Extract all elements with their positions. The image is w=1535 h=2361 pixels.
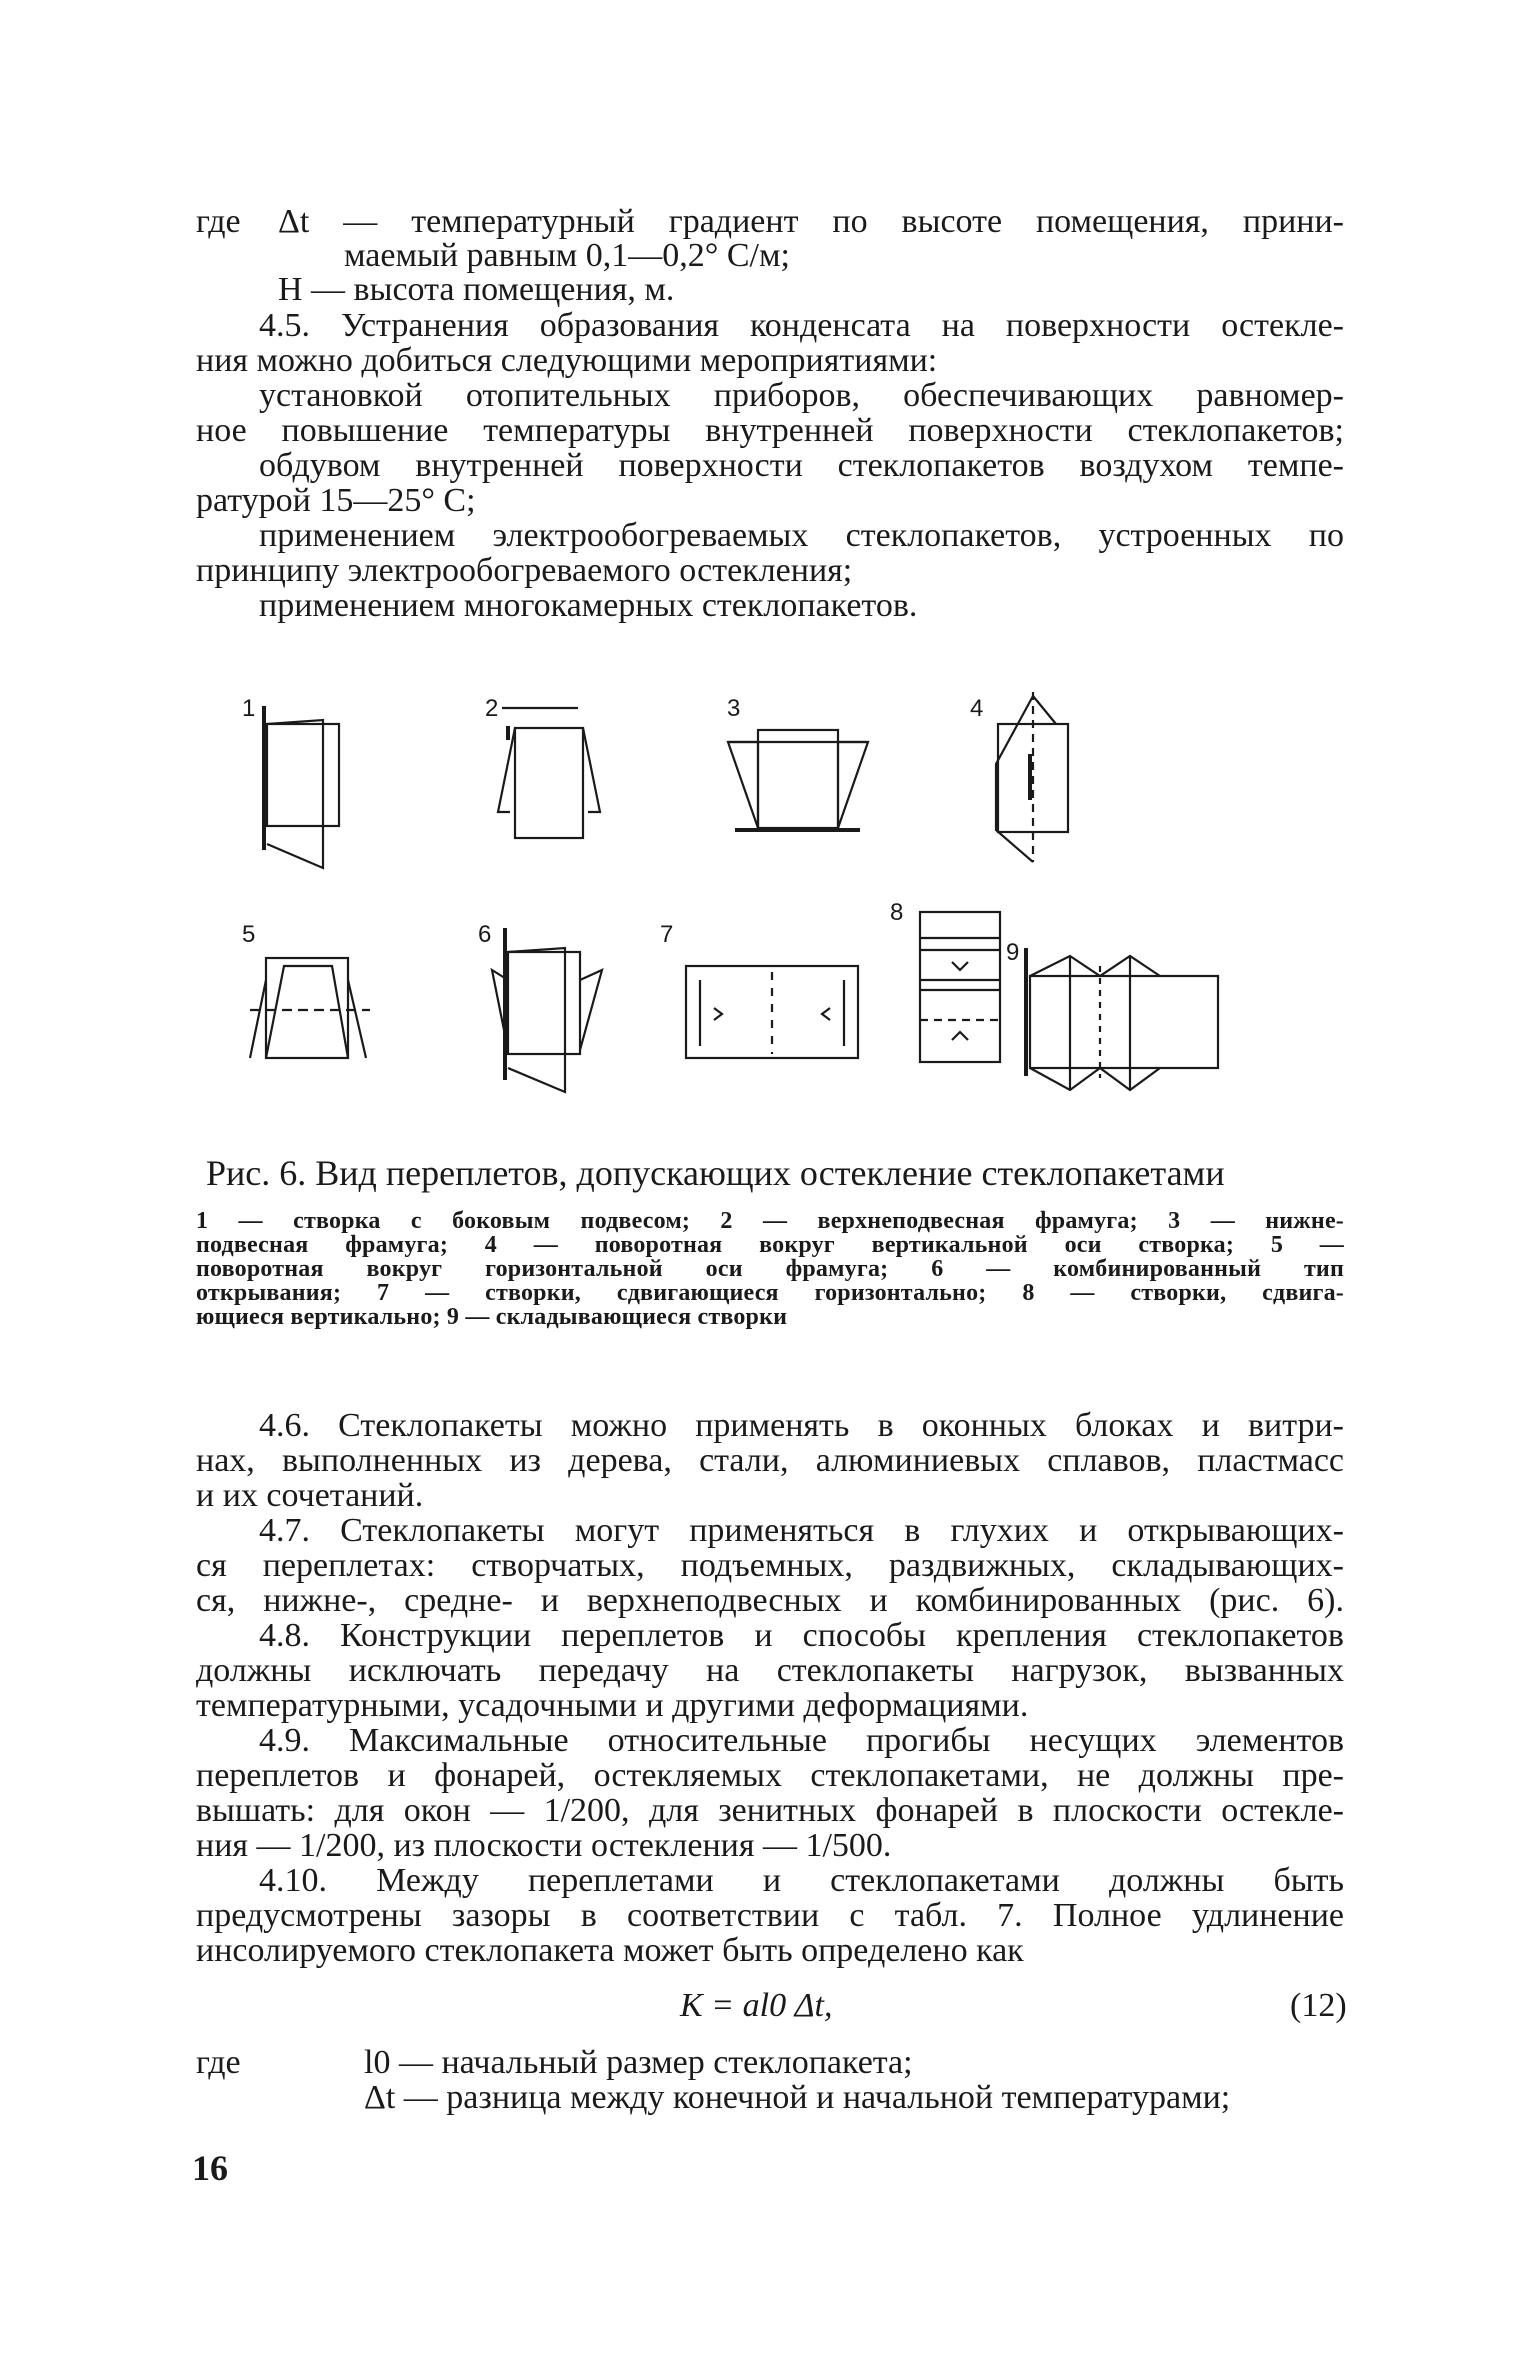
figure-title: Рис. 6. Вид переплетов, допускающих остекление стеклопакетами: [206, 1153, 1225, 1193]
figure-label-9: 9: [1006, 939, 1020, 966]
para-4-7-line3: ся, нижне-, средне- и верхнеподвесных и комбинированных (рис. 6).: [196, 1582, 1344, 1619]
definition-continuation: маемый равным 0,1—0,2° С/м;: [344, 237, 790, 274]
para-4-5-line4: ное повышение температуры внутренней поверхности стеклопакетов;: [196, 412, 1344, 449]
para-4-6-line2: нах, выполненных из дерева, стали, алюминиевых сплавов, пластмасс: [196, 1442, 1344, 1479]
window-type-1-diagram: [242, 695, 339, 868]
para-4-9-line1: 4.9. Максимальные относительные прогибы несущих элементов: [259, 1722, 1344, 1759]
para-4-9-line3: вышать: для окон — 1/200, для зенитных фонарей в плоскости остекле-: [196, 1792, 1344, 1829]
window-type-4-diagram: [970, 692, 1068, 862]
figure-label-2: 2: [485, 695, 499, 722]
para-4-5-line1: 4.5. Устранения образования конденсата на поверхности остекле-: [259, 307, 1344, 344]
figure-caption-line3: поворотная вокруг горизонтальной оси фрамуга; 6 — комбинированный тип: [196, 1256, 1344, 1282]
definition-l0: l0 — начальный размер стеклопакета;: [364, 2044, 913, 2081]
figure-label-6: 6: [478, 921, 492, 948]
para-4-6-line3: и их сочетаний.: [196, 1477, 424, 1514]
page-number: 16: [192, 2148, 228, 2188]
para-4-5-line3: установкой отопительных приборов, обеспечивающих равномер-: [259, 377, 1344, 414]
figure-caption-line1: 1 — створка с боковым подвесом; 2 — верхнеподвесная фрамуга; 3 — нижне-: [196, 1208, 1344, 1234]
para-4-8-line2: должны исключать передачу на стеклопакеты нагрузок, вызванных: [196, 1652, 1344, 1689]
para-4-5-line9: применением многокамерных стеклопакетов.: [259, 587, 918, 624]
formula-12: K = al0 Δt,: [680, 1987, 833, 2024]
where-label: где: [196, 203, 241, 240]
para-4-10-line1: 4.10. Между переплетами и стеклопакетами должны быть: [259, 1862, 1344, 1899]
para-4-8-line1: 4.8. Конструкции переплетов и способы крепления стеклопакетов: [259, 1617, 1344, 1654]
window-type-8-diagram: [890, 899, 1000, 1062]
para-4-9-line4: ния — 1/200, из плоскости остекления — 1/500.: [196, 1827, 892, 1864]
figure-caption-line4: открывания; 7 — створки, сдвигающиеся горизонтально; 8 — створки, сдвига-: [196, 1280, 1344, 1306]
para-4-5-line6: ратурой 15—25° С;: [196, 482, 476, 519]
figure-label-1: 1: [242, 695, 256, 722]
definition-h: H — высота помещения, м.: [278, 271, 675, 308]
window-type-7-diagram: [660, 921, 858, 1058]
figure-label-3: 3: [727, 695, 741, 722]
figure-label-5: 5: [242, 921, 256, 948]
figure-6-window-types: [230, 680, 1330, 1120]
window-type-2-diagram: [485, 695, 600, 838]
window-type-5-diagram: [242, 921, 370, 1058]
para-4-6-line1: 4.6. Стеклопакеты можно применять в оконных блоках и витри-: [259, 1407, 1344, 1444]
figure-label-8: 8: [890, 899, 904, 926]
para-4-7-line2: ся переплетах: створчатых, подъемных, раздвижных, складывающих-: [196, 1547, 1344, 1584]
window-type-6-diagram: [478, 921, 602, 1092]
figure-label-4: 4: [970, 695, 984, 722]
window-type-9-diagram: [1006, 939, 1218, 1090]
definition-delta-t: Δt — температурный градиент по высоте помещения, прини-: [278, 203, 1344, 240]
para-4-5-line5: обдувом внутренней поверхности стеклопакетов воздухом темпе-: [259, 447, 1344, 484]
para-4-5-line7: применением электрообогреваемых стеклопакетов, устроенных по: [259, 517, 1344, 554]
figure-caption-line2: подвесная фрамуга; 4 — поворотная вокруг вертикальной оси створка; 5 —: [196, 1232, 1344, 1258]
definition-delta-t-2: Δt — разница между конечной и начальной температурами;: [364, 2079, 1231, 2116]
para-4-8-line3: температурными, усадочными и другими деформациями.: [196, 1687, 1029, 1724]
figure-6-drawing: [230, 680, 1330, 1120]
para-4-10-line3: инсолируемого стеклопакета может быть определено как: [196, 1932, 1024, 1969]
para-4-9-line2: переплетов и фонарей, остекляемых стеклопакетами, не должны пре-: [196, 1757, 1344, 1794]
window-type-3-diagram: [727, 695, 868, 830]
para-4-5-line8: принципу электрообогреваемого остекления;: [196, 552, 853, 589]
where-label-2: где: [196, 2044, 241, 2081]
para-4-7-line1: 4.7. Стеклопакеты могут применяться в глухих и открывающих-: [259, 1512, 1344, 1549]
para-4-5-line2: ния можно добиться следующими мероприятиями:: [196, 342, 938, 379]
formula-number: (12): [1290, 1987, 1347, 2024]
para-4-10-line2: предусмотрены зазоры в соответствии с табл. 7. Полное удлинение: [196, 1897, 1344, 1934]
figure-caption-line5: ющиеся вертикально; 9 — складывающиеся створки: [196, 1304, 788, 1330]
figure-label-7: 7: [660, 921, 674, 948]
